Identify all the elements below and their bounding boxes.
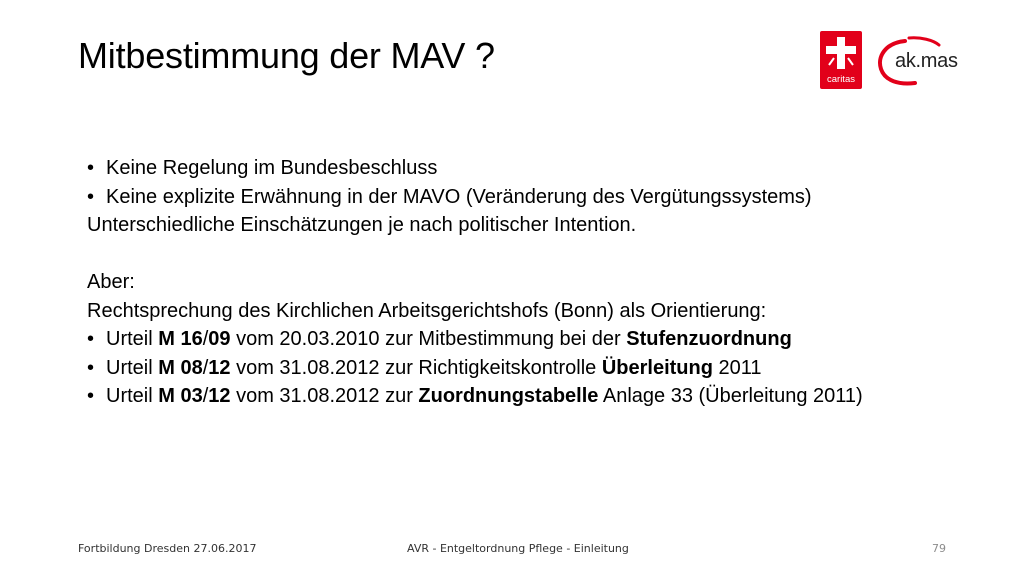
bullet-marker: • (87, 328, 95, 350)
bullet-text: Keine Regelung im Bundesbeschluss (106, 157, 438, 179)
paragraph-jurisdiction: Rechtsprechung des Kirchlichen Arbeitsgerichtshofs (Bonn) als Orientierung: (87, 299, 767, 322)
urteil-case-year: 09 (208, 328, 231, 350)
urteil-topic: Überleitung (601, 356, 713, 379)
urteil-suffix: Anlage 33 (Überleitung 2011) (598, 385, 863, 407)
urteil-suffix: 2011 (712, 356, 762, 379)
bullet-marker: • (87, 356, 95, 379)
urteil-prefix: Urteil (106, 328, 159, 350)
bullet-item (87, 154, 987, 183)
akmas-logo-text: ak.mas (895, 50, 958, 72)
urteil-prefix: Urteil (106, 356, 159, 379)
paragraph-aber: Aber: (87, 271, 135, 293)
slide-body (87, 154, 987, 411)
urteil-item (87, 382, 987, 411)
bullet-text: Keine explizite Erwähnung in der MAVO (Veränderung des Vergütungssystems) (106, 185, 812, 208)
urteil-case-number: M 08 (158, 356, 203, 379)
urteil-prefix: Urteil (106, 385, 159, 407)
footer-event: Fortbildung Dresden 27.06.2017 (78, 542, 257, 555)
bullet-marker: • (87, 185, 95, 208)
urteil-description: vom 31.08.2012 zur (230, 385, 419, 407)
urteil-case-number: M 16 (158, 328, 203, 350)
caritas-cross-icon (824, 35, 858, 71)
urteil-description: vom 31.08.2012 zur Richtigkeitskontrolle (230, 356, 602, 379)
urteil-case-year: 12 (208, 356, 231, 379)
caritas-logo-text: caritas (827, 74, 855, 85)
urteil-description: vom 20.03.2010 zur Mitbestimmung bei der (230, 328, 627, 350)
paragraph-assessment: Unterschiedliche Einschätzungen je nach politischer Intention. (87, 214, 637, 236)
page-number: 79 (932, 542, 946, 555)
slide-title: Mitbestimmung der MAV ? (78, 35, 495, 76)
urteil-case-separator: / (202, 356, 209, 379)
bullet-marker: • (87, 157, 95, 179)
akmas-logo (875, 35, 971, 87)
urteil-case-number: M 03 (158, 385, 203, 407)
urteil-topic: Stufenzuordnung (626, 328, 792, 350)
urteil-topic: Zuordnungstabelle (418, 385, 599, 407)
spacer (87, 240, 987, 269)
bullet-item (87, 183, 987, 212)
urteil-item (87, 325, 987, 354)
urteil-case-separator: / (202, 385, 209, 407)
bullet-marker: • (87, 385, 95, 407)
caritas-logo (820, 31, 862, 89)
urteil-case-separator: / (202, 328, 209, 350)
urteil-case-year: 12 (208, 385, 231, 407)
urteil-item (87, 354, 987, 383)
footer-topic: AVR - Entgeltordnung Pflege - Einleitung (407, 542, 629, 555)
